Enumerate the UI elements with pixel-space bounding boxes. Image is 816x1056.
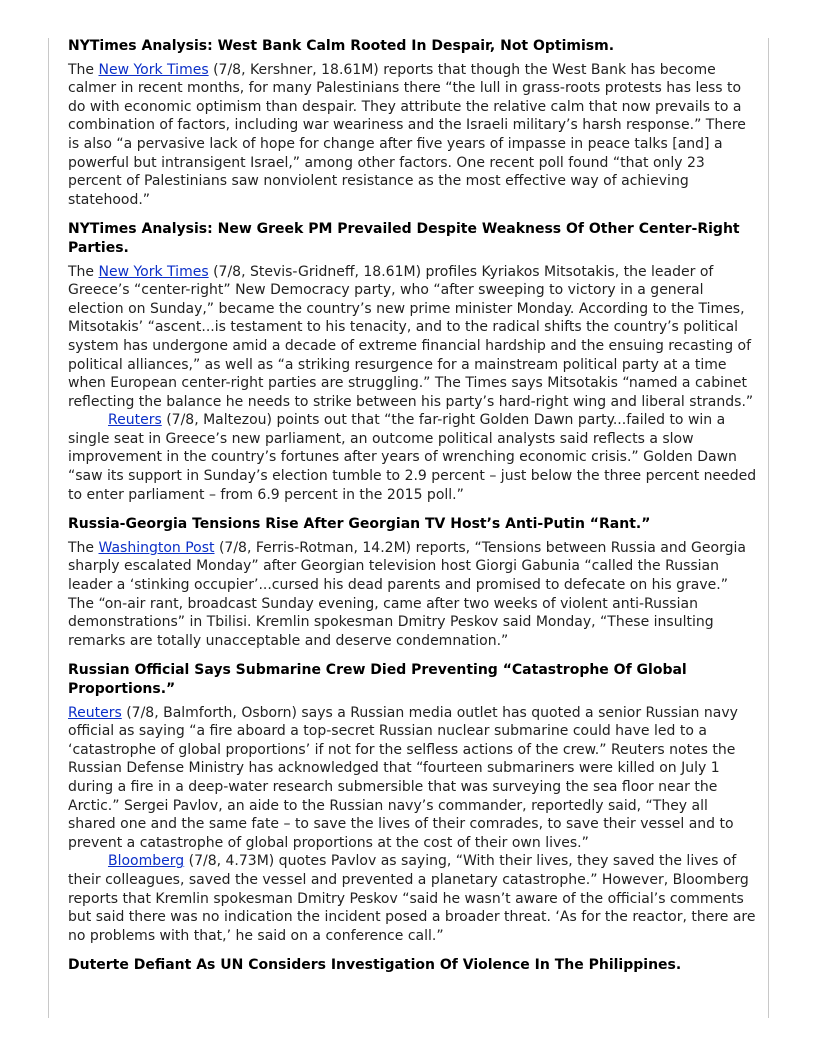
source-link-bloomberg[interactable]: Bloomberg bbox=[108, 853, 185, 870]
article-headline: Duterte Defiant As UN Considers Investigation Of Violence In The Philippines. bbox=[68, 957, 682, 974]
article-west-bank bbox=[68, 37, 758, 209]
article-paragraph: Reuters (7/8, Maltezou) points out that “the far-right Golden Dawn party...failed to win a single seat in Greece’s new parliament, an outcome political analysts said reflects a slow improvement in the country’s fortunes after years of wrenching economic crisis.” Golden Dawn “saw its support in Sunday’s election tumble to 2.9 percent – just below the three percent needed to enter parliament – from 6.9 percent in the 2015 poll.” bbox=[68, 412, 757, 503]
article-russia-georgia bbox=[68, 515, 758, 650]
news-briefing-content bbox=[68, 37, 758, 986]
source-link-new-york-times[interactable]: New York Times bbox=[98, 61, 209, 78]
article-headline: Russian Official Says Submarine Crew Died Preventing “Catastrophe Of Global Proportions.” bbox=[68, 662, 687, 697]
article-greek-pm bbox=[68, 220, 758, 504]
article-paragraph: The New York Times (7/8, Stevis-Gridneff, 18.61M) profiles Kyriakos Mitsotakis, the leader of Greece’s “center-right” New Democracy party, who “after sweeping to victory in a general election on Sunday,” became the country’s new prime minister Monday. According to the Times, Mitsotakis’ “ascent...is testament to his tenacity, and to the radical shifts the country’s political system has undergone amid a decade of extreme financial hardship and the ensuing recasting of political alliances,” as well as “a striking resurgence for a mainstream political party at a time when European center-right parties are struggling.” The Times says Mitsotakis “named a cabinet reflecting the balance he needs to strike between his party’s hard-right wing and liberal strands.” bbox=[68, 263, 754, 410]
source-link-reuters[interactable]: Reuters bbox=[108, 412, 162, 429]
article-russian-submarine bbox=[68, 661, 758, 945]
article-paragraph: The Washington Post (7/8, Ferris-Rotman, 14.2M) reports, “Tensions between Russia and Georgia sharply escalated Monday” after Georgian television host Giorgi Gabunia “called the Russian leader a ‘stinking occupier’...cursed his dead parents and promised to defecate on his grave.” The “on-air rant, broadcast Sunday evening, came after two weeks of violent anti-Russian demonstrations” in Tbilisi. Kremlin spokesman Dmitry Peskov said Monday, “These insulting remarks are totally unacceptable and deserve condemnation.” bbox=[68, 539, 746, 649]
article-headline: Russia-Georgia Tensions Rise After Georgian TV Host’s Anti-Putin “Rant.” bbox=[68, 516, 651, 533]
article-headline: NYTimes Analysis: West Bank Calm Rooted In Despair, Not Optimism. bbox=[68, 38, 615, 54]
article-paragraph: Bloomberg (7/8, 4.73M) quotes Pavlov as saying, “With their lives, they saved the lives of their colleagues, saved the vessel and prevented a planetary catastrophe.” However, Bloomberg reports that Kremlin spokesman Dmitry Peskov “said he wasn’t aware of the official’s comments but said there was no indication the incident posed a broader threat. ‘As for the reactor, there are no problems with that,’ he said on a conference call.” bbox=[68, 853, 756, 944]
article-paragraph: Reuters (7/8, Balmforth, Osborn) says a Russian media outlet has quoted a senior Russian navy official as saying “a fire aboard a top-secret Russian nuclear submarine could have led to a ‘catastrophe of global proportions’ if not for the selfless actions of the crew.” Reuters notes the Russian Defense Ministry has acknowledged that “fourteen submariners were killed on July 1 during a fire in a deep-water research submersible that was surveying the sea floor near the Arctic.” Sergei Pavlov, an aide to the Russian navy’s commander, reportedly said, “They all shared one and the same fate – to save the lives of their comrades, to save their vessel and to prevent a catastrophe of global proportions at the cost of their own lives.” bbox=[68, 704, 738, 851]
right-margin-rule bbox=[768, 38, 769, 1018]
article-paragraph: The New York Times (7/8, Kershner, 18.61M) reports that though the West Bank has become calmer in recent months, for many Palestinians there “the lull in grass-roots protests has less to do with economic optimism than despair. They attribute the relative calm that now prevails to a combination of factors, including war weariness and the Israeli military’s harsh response.” There is also “a pervasive lack of hope for change after five years of impasse in peace talks [and] a powerful but intransigent Israel,” among other factors. One recent poll found “that only 23 percent of Palestinians saw nonviolent resistance as the most effective way of achieving statehood.” bbox=[68, 61, 746, 208]
article-duterte bbox=[68, 956, 758, 975]
source-link-washington-post[interactable]: Washington Post bbox=[98, 539, 215, 556]
left-margin-rule bbox=[48, 38, 49, 1018]
source-link-reuters[interactable]: Reuters bbox=[68, 704, 122, 721]
article-headline: NYTimes Analysis: New Greek PM Prevailed Despite Weakness Of Other Center-Right Parties. bbox=[68, 221, 740, 256]
source-link-new-york-times[interactable]: New York Times bbox=[98, 263, 209, 280]
